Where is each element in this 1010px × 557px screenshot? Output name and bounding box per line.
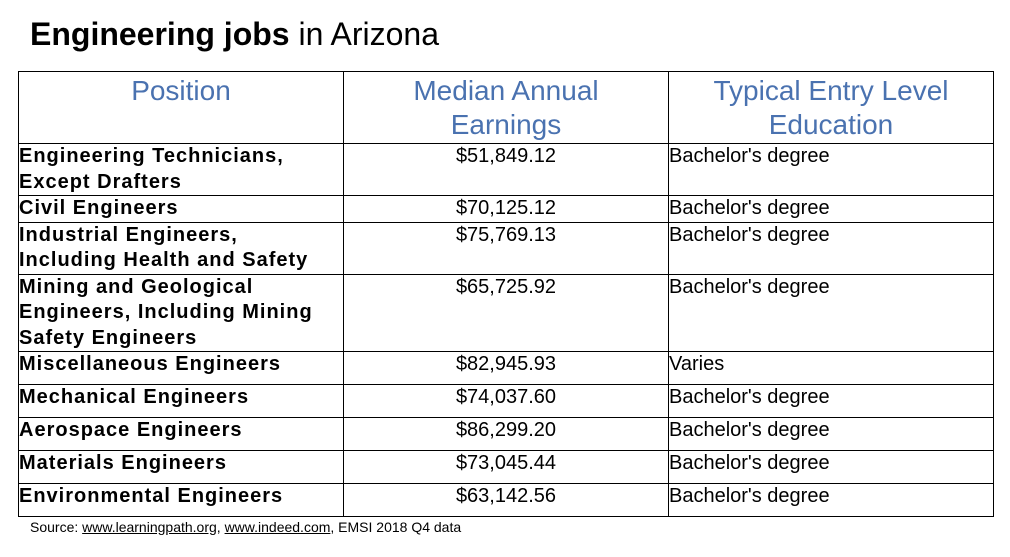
cell-position <box>19 484 344 517</box>
cell-education: Bachelor's degree <box>669 451 994 484</box>
cell-position <box>19 274 344 352</box>
position-line: Aerospace Engineers <box>19 419 243 441</box>
header-education-line2: Education <box>768 109 894 140</box>
cell-education: Bachelor's degree <box>669 385 994 418</box>
table-header-row <box>19 72 994 144</box>
position-line: Environmental Engineers <box>19 485 284 507</box>
header-position-label: Position <box>131 75 231 106</box>
position-line: Materials Engineers <box>19 452 227 474</box>
column-header-education <box>669 72 994 144</box>
page-title <box>30 14 439 54</box>
cell-education: Bachelor's degree <box>669 196 994 223</box>
table-row <box>19 352 994 385</box>
engineering-jobs-table <box>18 71 994 517</box>
cell-position <box>19 451 344 484</box>
source-link-indeed[interactable]: www.indeed.com <box>224 519 331 535</box>
column-header-earnings <box>344 72 669 144</box>
table-row <box>19 418 994 451</box>
header-earnings-line2: Earnings <box>450 109 562 140</box>
cell-position <box>19 352 344 385</box>
cell-earnings: $74,037.60 <box>344 385 669 418</box>
position-line: Engineering Technicians, <box>19 145 284 167</box>
header-education-line1: Typical Entry Level <box>713 75 949 106</box>
position-line: Civil Engineers <box>19 197 179 219</box>
cell-earnings: $82,945.93 <box>344 352 669 385</box>
source-suffix: , EMSI 2018 Q4 data <box>330 519 462 535</box>
cell-earnings: $86,299.20 <box>344 418 669 451</box>
cell-position <box>19 418 344 451</box>
position-line: Engineers, Including Mining <box>19 301 313 323</box>
cell-education: Bachelor's degree <box>669 144 994 196</box>
table-row <box>19 451 994 484</box>
cell-earnings: $65,725.92 <box>344 274 669 352</box>
position-line: Industrial Engineers, <box>19 223 238 246</box>
header-earnings-line1: Median Annual <box>413 75 599 106</box>
table-row <box>19 196 994 223</box>
page-title-bold: Engineering jobs <box>30 16 290 52</box>
position-line: Including Health and Safety <box>19 249 309 271</box>
cell-earnings: $75,769.13 <box>344 222 669 274</box>
cell-education: Bachelor's degree <box>669 222 994 274</box>
cell-education: Bachelor's degree <box>669 274 994 352</box>
table-row <box>19 222 994 274</box>
cell-earnings: $73,045.44 <box>344 451 669 484</box>
page-title-normal: in Arizona <box>289 16 439 52</box>
table-row <box>19 385 994 418</box>
source-separator: , <box>216 519 225 535</box>
column-header-position <box>19 72 344 144</box>
position-line: Except Drafters <box>19 170 182 193</box>
position-line: Mining and Geological <box>19 275 254 298</box>
cell-education: Bachelor's degree <box>669 484 994 517</box>
source-link-learningpath[interactable]: www.learningpath.org <box>82 519 217 535</box>
cell-position <box>19 196 344 223</box>
table-row <box>19 144 994 196</box>
cell-earnings: $70,125.12 <box>344 196 669 223</box>
table-row <box>19 274 994 352</box>
cell-education: Varies <box>669 352 994 385</box>
cell-earnings: $63,142.56 <box>344 484 669 517</box>
cell-position <box>19 222 344 274</box>
cell-earnings: $51,849.12 <box>344 144 669 196</box>
cell-position <box>19 385 344 418</box>
position-line: Miscellaneous Engineers <box>19 353 281 375</box>
position-line: Mechanical Engineers <box>19 386 250 408</box>
position-line: Safety Engineers <box>19 326 198 349</box>
source-citation <box>30 518 461 536</box>
source-prefix: Source: <box>30 519 83 535</box>
cell-position <box>19 144 344 196</box>
table-row <box>19 484 994 517</box>
cell-education: Bachelor's degree <box>669 418 994 451</box>
